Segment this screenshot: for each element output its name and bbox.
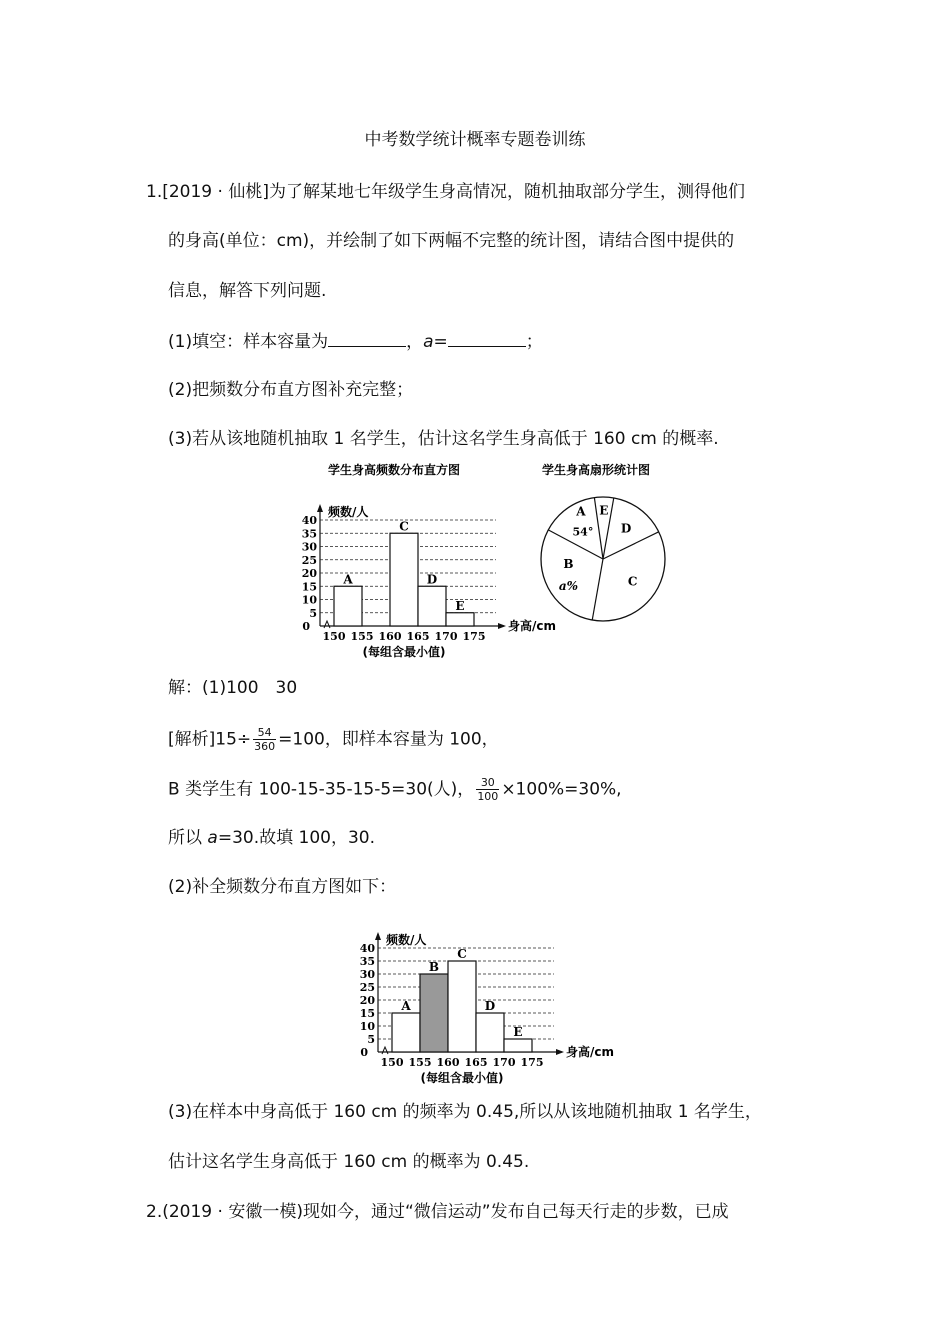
conclusion-line (168, 826, 375, 850)
fraction-denominator: 100 (477, 790, 499, 803)
y-tick-label: 40 (359, 942, 375, 955)
bar-label-c: C (399, 519, 409, 534)
q1-part1-var: a (423, 332, 434, 352)
x-tick-label: 175 (520, 1056, 544, 1069)
pie-label-a: A (576, 504, 586, 519)
q1-part1-text: (1)填空：样本容量为 (168, 332, 329, 352)
x-tick-label: 150 (322, 630, 346, 643)
x-tick-label: 165 (406, 630, 430, 643)
x-axis-arrow (556, 1049, 564, 1055)
y-axis-label: 频数/人 (386, 933, 427, 947)
bar-e (446, 613, 474, 626)
fraction-numerator: 54 (253, 726, 276, 740)
conclusion-var: a (207, 828, 218, 848)
pie-label-d: D (620, 521, 632, 536)
q1-part1-eq: = (433, 332, 448, 352)
x-axis-note: (每组含最小值) (420, 1071, 504, 1085)
y-tick-label: 15 (301, 580, 317, 594)
page-title: 中考数学统计概率专题卷训练 (364, 130, 586, 150)
bar-b (420, 974, 448, 1052)
y-tick-label: 5 (367, 1033, 375, 1046)
chart-title: 学生身高扇形统计图 (542, 463, 651, 477)
y-tick-label: 25 (359, 981, 375, 994)
x-tick-label: 170 (492, 1056, 516, 1069)
bar-d (418, 586, 446, 626)
origin-label: 0 (360, 1046, 368, 1059)
x-axis-note: (每组含最小值) (362, 645, 446, 659)
y-tick-label: 30 (359, 968, 375, 981)
bar-label-e: E (513, 1025, 523, 1039)
x-tick-label: 165 (464, 1056, 488, 1069)
x-axis-label: 身高/cm (566, 1045, 615, 1059)
y-tick-label: 20 (359, 994, 375, 1007)
answer-3-line1: (3)在样本中身高低于 160 cm 的频率为 0.45,所以从该地随机抽取 1 名学生， (168, 1102, 762, 1122)
bar-a (334, 586, 362, 626)
q1-line1: 1.[2019 · 仙桃]为了解某地七年级学生身高情况，随机抽取部分学生，测得他们 (146, 182, 745, 202)
bar-label-d: D (484, 999, 496, 1013)
bar-label-d: D (426, 572, 438, 587)
chart-title: 学生身高频数分布直方图 (328, 463, 461, 477)
pie-percent-label-b: a% (558, 578, 579, 593)
y-tick-label: 30 (301, 540, 317, 554)
y-tick-label: 40 (301, 514, 317, 527)
y-tick-label: 10 (359, 1020, 375, 1033)
axis-break-mark (324, 621, 330, 628)
y-tick-label: 10 (301, 593, 317, 607)
y-tick-label: 35 (301, 527, 317, 541)
bar-label-c: C (457, 947, 467, 961)
q1-part1 (168, 328, 543, 354)
answer-blank-sample-size[interactable] (328, 328, 406, 347)
b-count-text: B 类学生有 100-15-35-15-5=30(人)， (168, 779, 475, 800)
analysis-line (168, 726, 499, 753)
answer-3-line2: 估计这名学生身高低于 160 cm 的概率为 0.45. (168, 1152, 530, 1172)
x-tick-label: 155 (408, 1056, 432, 1069)
histogram-chart-2 (352, 906, 622, 1091)
x-tick-label: 160 (436, 1056, 460, 1069)
answer-blank-a[interactable] (448, 328, 526, 347)
y-axis-label: 频数/人 (328, 505, 369, 519)
y-tick-label: 20 (301, 567, 317, 580)
bar-c (390, 533, 418, 626)
bar-a (392, 1013, 420, 1052)
fraction-30-100 (476, 776, 499, 803)
axis-break-mark (382, 1047, 388, 1054)
pie-chart (530, 458, 680, 628)
b-count-line (168, 776, 622, 803)
q1-part3: (3)若从该地随机抽取 1 名学生，估计这名学生身高低于 160 cm 的概率. (168, 429, 719, 449)
q1-part1-comma: ， (406, 332, 424, 352)
q1-part2: (2)把频数分布直方图补充完整； (168, 380, 414, 400)
y-axis-arrow (317, 504, 323, 512)
conclusion-text-b: =30.故填 100，30. (217, 828, 375, 848)
pie-label-c: C (627, 574, 638, 589)
x-axis-arrow (498, 623, 506, 629)
origin-label: 0 (302, 620, 310, 633)
bar-e (504, 1039, 532, 1052)
x-tick-label: 160 (378, 630, 402, 643)
x-tick-label: 155 (350, 630, 374, 643)
y-tick-label: 15 (359, 1007, 375, 1020)
q1-line2: 的身高(单位：cm)，并绘制了如下两幅不完整的统计图，请结合图中提供的 (168, 231, 735, 251)
q2-line1: 2.(2019 · 安徽一模)现如今，通过“微信运动”发布自己每天行走的步数，已成 (146, 1202, 729, 1222)
bar-label-a: A (401, 999, 411, 1013)
pie-angle-label-a: 54° (572, 525, 594, 539)
y-tick-label: 5 (309, 606, 317, 620)
fraction-54-360 (253, 726, 276, 753)
histogram-chart-1 (295, 458, 560, 668)
pie-label-b: B (563, 556, 574, 571)
bar-label-a: A (343, 572, 353, 587)
x-axis-label: 身高/cm (508, 619, 557, 633)
fraction-numerator: 30 (476, 776, 499, 790)
bar-label-b: B (428, 960, 440, 974)
x-tick-label: 170 (434, 630, 458, 643)
y-tick-label: 35 (359, 955, 375, 968)
x-tick-label: 175 (462, 630, 486, 643)
bar-d (476, 1013, 504, 1052)
answer-2: (2)补全频数分布直方图如下： (168, 877, 397, 897)
b-percent-text: ×100%=30%, (501, 779, 622, 800)
pie-label-e: E (599, 503, 609, 518)
bar-c (448, 961, 476, 1052)
q1-line3: 信息，解答下列问题. (168, 281, 327, 301)
q1-part1-end: ； (525, 332, 543, 352)
y-tick-label: 25 (301, 553, 317, 567)
conclusion-text-a: 所以 (168, 828, 208, 848)
bar-label-e: E (455, 598, 465, 613)
analysis-text-b: =100，即样本容量为 100， (278, 729, 499, 750)
analysis-text-a: [解析]15÷ (168, 729, 252, 750)
y-axis-arrow (375, 932, 381, 940)
fraction-denominator: 360 (254, 740, 276, 753)
x-tick-label: 150 (380, 1056, 404, 1069)
answer-1: 解：(1)100 30 (168, 678, 298, 698)
